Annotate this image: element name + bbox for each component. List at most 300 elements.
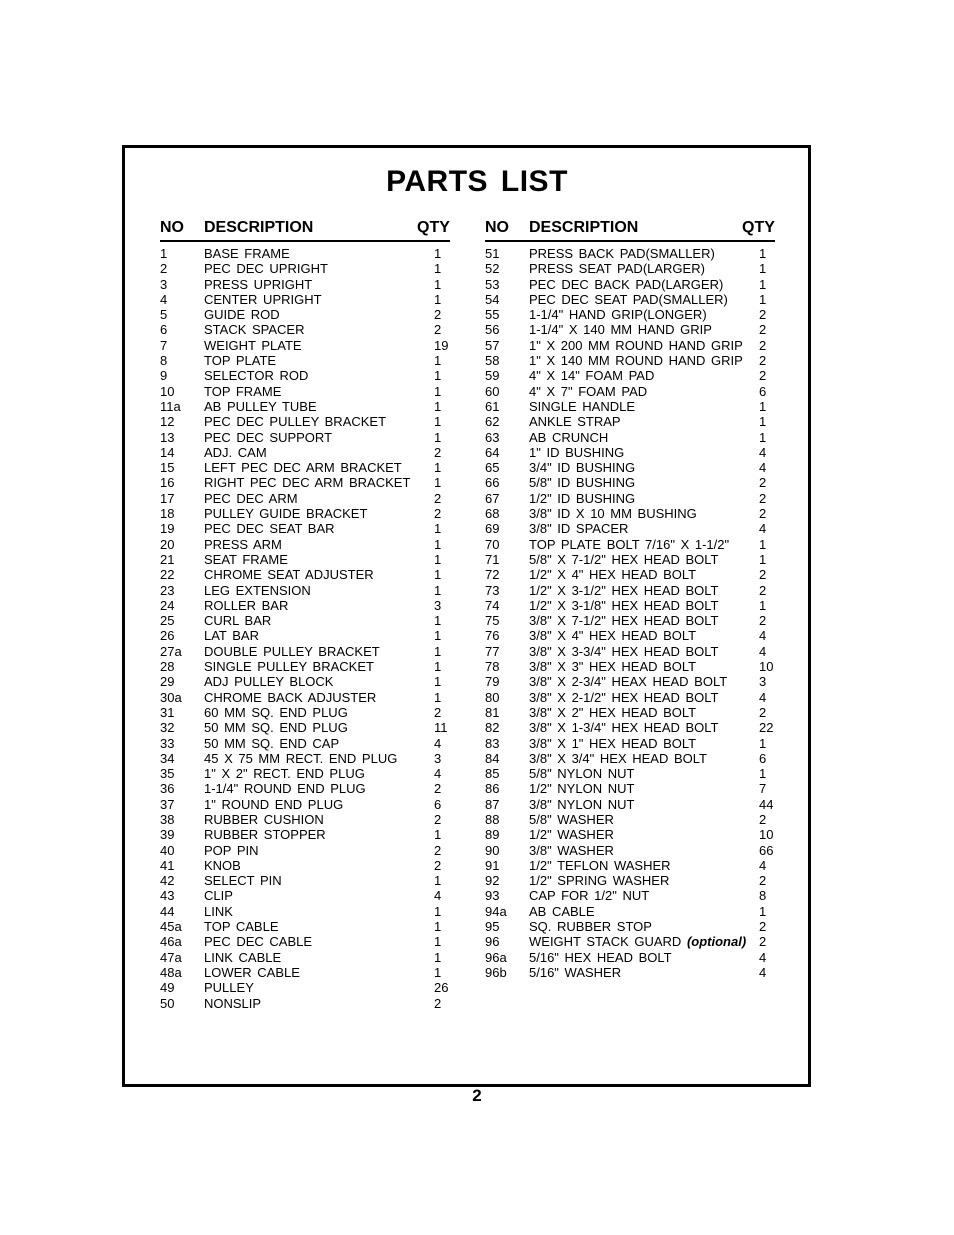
part-quantity: 1	[434, 582, 442, 598]
part-number: 19	[160, 521, 175, 537]
part-quantity: 2	[759, 322, 767, 338]
part-number: 63	[485, 429, 500, 445]
part-description: TOP FRAME	[204, 383, 282, 399]
part-description: 3/8" WASHER	[529, 842, 614, 858]
part-number: 10	[160, 383, 175, 399]
part-description: DOUBLE PULLEY BRACKET	[204, 643, 380, 659]
part-quantity: 2	[434, 781, 442, 797]
part-quantity: 4	[759, 521, 767, 537]
part-number: 6	[160, 322, 168, 338]
part-row	[485, 353, 775, 368]
part-description: ROLLER BAR	[204, 597, 289, 613]
part-quantity: 2	[759, 353, 767, 369]
part-row	[485, 827, 775, 842]
part-description: PRESS SEAT PAD(LARGER)	[529, 261, 705, 277]
part-number: 38	[160, 811, 175, 827]
part-number: 58	[485, 353, 500, 369]
part-number: 96b	[485, 964, 507, 980]
part-row	[160, 399, 450, 414]
part-row	[160, 628, 450, 643]
part-quantity: 1	[434, 934, 442, 950]
part-row	[485, 766, 775, 781]
part-row	[485, 888, 775, 903]
part-quantity: 4	[759, 643, 767, 659]
part-description: AB PULLEY TUBE	[204, 398, 317, 414]
part-description: PEC DEC UPRIGHT	[204, 261, 328, 277]
part-description: 45 X 75 MM RECT. END PLUG	[204, 750, 398, 766]
part-description: 3/8" X 2-1/2" HEX HEAD BOLT	[529, 689, 719, 705]
part-row	[485, 430, 775, 445]
part-row	[485, 950, 775, 965]
part-description: BASE FRAME	[204, 246, 290, 261]
part-quantity: 1	[759, 398, 767, 414]
part-number: 24	[160, 597, 175, 613]
part-row	[160, 843, 450, 858]
part-description: ANKLE STRAP	[529, 414, 621, 430]
part-description: 1" ID BUSHING	[529, 444, 625, 460]
part-quantity: 1	[434, 429, 442, 445]
part-description: SEAT FRAME	[204, 551, 288, 567]
part-quantity: 1	[434, 475, 442, 491]
part-quantity: 4	[434, 766, 442, 782]
part-row	[485, 475, 775, 490]
part-description: 3/8" X 3/4" HEX HEAD BOLT	[529, 750, 707, 766]
part-quantity: 2	[434, 704, 442, 720]
part-row	[160, 567, 450, 582]
part-description: PEC DEC BACK PAD(LARGER)	[529, 276, 724, 292]
part-quantity: 1	[434, 521, 442, 537]
part-quantity: 8	[759, 888, 767, 904]
part-description: 1/2" SPRING WASHER	[529, 873, 670, 889]
part-number: 5	[160, 307, 168, 323]
part-quantity: 4	[434, 888, 442, 904]
part-description: CHROME SEAT ADJUSTER	[204, 567, 374, 583]
part-quantity: 1	[434, 964, 442, 980]
part-quantity: 2	[759, 704, 767, 720]
part-quantity: 2	[759, 506, 767, 522]
part-row	[160, 445, 450, 460]
part-row	[160, 705, 450, 720]
part-quantity: 6	[434, 796, 442, 812]
part-quantity: 1	[434, 291, 442, 307]
part-number: 25	[160, 613, 175, 629]
part-number: 83	[485, 735, 500, 751]
part-quantity: 2	[759, 811, 767, 827]
part-row	[485, 965, 775, 980]
part-description: LAT BAR	[204, 628, 259, 644]
part-row	[160, 812, 450, 827]
part-number: 73	[485, 582, 500, 598]
part-number: 3	[160, 276, 168, 292]
part-description: LOWER CABLE	[204, 964, 300, 980]
part-row	[485, 751, 775, 766]
part-description: SELECT PIN	[204, 873, 282, 889]
part-description: SINGLE HANDLE	[529, 398, 636, 414]
part-description: RUBBER CUSHION	[204, 811, 324, 827]
part-number: 30a	[160, 689, 182, 705]
part-quantity: 1	[434, 368, 442, 384]
part-quantity: 1	[759, 597, 767, 613]
part-number: 86	[485, 781, 500, 797]
part-row	[485, 414, 775, 429]
part-quantity: 1	[434, 613, 442, 629]
part-description-text: WEIGHT STACK GUARD	[529, 934, 682, 950]
part-quantity: 3	[434, 597, 442, 613]
part-description: 1-1/4" ROUND END PLUG	[204, 781, 366, 797]
part-number: 29	[160, 674, 175, 690]
part-row	[485, 521, 775, 536]
part-quantity: 4	[759, 964, 767, 980]
part-quantity: 1	[434, 414, 442, 430]
part-quantity: 10	[759, 659, 774, 675]
part-quantity: 1	[434, 919, 442, 935]
part-row	[485, 445, 775, 460]
part-row	[485, 277, 775, 292]
part-row	[485, 246, 775, 261]
part-number: 27a	[160, 643, 182, 659]
part-row	[485, 583, 775, 598]
part-number: 20	[160, 536, 175, 552]
part-number: 77	[485, 643, 500, 659]
part-row	[160, 781, 450, 796]
part-row	[485, 720, 775, 735]
part-description: CENTER UPRIGHT	[204, 291, 322, 307]
part-row	[160, 307, 450, 322]
part-quantity: 4	[759, 444, 767, 460]
part-description: KNOB	[204, 857, 241, 873]
part-description: TOP CABLE	[204, 919, 279, 935]
part-quantity: 6	[759, 383, 767, 399]
part-quantity: 2	[434, 857, 442, 873]
part-number: 44	[160, 903, 175, 919]
part-description: 3/8" X 7-1/2" HEX HEAD BOLT	[529, 613, 719, 629]
part-number: 55	[485, 307, 500, 323]
part-quantity: 2	[434, 444, 442, 460]
header-description: DESCRIPTION	[204, 219, 314, 236]
part-number: 69	[485, 521, 500, 537]
part-row	[160, 322, 450, 337]
part-quantity: 1	[434, 903, 442, 919]
part-description: SELECTOR ROD	[204, 368, 309, 384]
part-number: 70	[485, 536, 500, 552]
part-description: WEIGHT PLATE	[204, 337, 302, 353]
part-description: 5/16" WASHER	[529, 964, 622, 980]
part-number: 22	[160, 567, 175, 583]
part-row	[485, 399, 775, 414]
part-number: 53	[485, 276, 500, 292]
part-description: 3/8" ID SPACER	[529, 521, 629, 537]
part-description: STACK SPACER	[204, 322, 305, 338]
part-number: 11a	[160, 398, 181, 414]
part-quantity: 4	[759, 949, 767, 965]
part-number: 81	[485, 704, 500, 720]
column-header	[160, 218, 450, 242]
part-number: 32	[160, 720, 175, 736]
part-row	[160, 261, 450, 276]
part-row	[160, 674, 450, 689]
part-quantity: 1	[434, 353, 442, 369]
part-quantity: 44	[759, 796, 774, 812]
part-description: 3/8" X 3-3/4" HEX HEAD BOLT	[529, 643, 719, 659]
part-number: 62	[485, 414, 500, 430]
part-quantity: 2	[759, 337, 767, 353]
part-quantity: 1	[434, 674, 442, 690]
part-quantity: 1	[434, 383, 442, 399]
part-description: 5/16" HEX HEAD BOLT	[529, 949, 672, 965]
part-description: PEC DEC SEAT PAD(SMALLER)	[529, 291, 728, 307]
part-description: TOP PLATE	[204, 353, 277, 369]
part-quantity: 1	[759, 429, 767, 445]
part-quantity: 2	[759, 475, 767, 491]
part-row	[160, 368, 450, 383]
part-quantity: 2	[759, 490, 767, 506]
part-number: 50	[160, 995, 175, 1011]
part-number: 78	[485, 659, 500, 675]
part-description: 1-1/4" HAND GRIP(LONGER)	[529, 307, 707, 323]
part-quantity: 2	[759, 873, 767, 889]
part-quantity: 1	[434, 567, 442, 583]
part-row	[160, 919, 450, 934]
part-row	[485, 338, 775, 353]
part-row	[160, 384, 450, 399]
part-number: 57	[485, 337, 500, 353]
part-number: 12	[160, 414, 175, 430]
part-number: 52	[485, 261, 500, 277]
part-description: 5/8" NYLON NUT	[529, 766, 635, 782]
part-description: AB CABLE	[529, 903, 595, 919]
part-number: 59	[485, 368, 500, 384]
parts-column-right	[485, 218, 775, 980]
part-description: RUBBER STOPPER	[204, 827, 326, 843]
part-number: 9	[160, 368, 168, 384]
part-row	[485, 659, 775, 674]
part-number: 71	[485, 551, 500, 567]
part-description: 1-1/4" X 140 MM HAND GRIP	[529, 322, 712, 338]
part-row	[485, 797, 775, 812]
part-number: 93	[485, 888, 500, 904]
page-number: 2	[472, 1086, 482, 1105]
header-no: NO	[160, 219, 184, 236]
part-description: LEFT PEC DEC ARM BRACKET	[204, 460, 402, 476]
part-quantity: 26	[434, 980, 449, 996]
part-number: 14	[160, 444, 175, 460]
part-description: PEC DEC CABLE	[204, 934, 313, 950]
part-quantity: 1	[759, 551, 767, 567]
part-number: 36	[160, 781, 175, 797]
part-number: 49	[160, 980, 175, 996]
part-number: 65	[485, 460, 500, 476]
part-quantity: 1	[434, 460, 442, 476]
part-number: 89	[485, 827, 500, 843]
part-row	[160, 583, 450, 598]
part-description: 1/2" X 3-1/8" HEX HEAD BOLT	[529, 597, 719, 613]
part-row	[160, 950, 450, 965]
part-row	[160, 996, 450, 1011]
part-number: 61	[485, 398, 500, 414]
part-quantity: 2	[759, 934, 767, 950]
part-row	[160, 904, 450, 919]
part-description: 1/2" X 3-1/2" HEX HEAD BOLT	[529, 582, 719, 598]
part-row	[160, 751, 450, 766]
part-row	[485, 384, 775, 399]
part-row	[160, 460, 450, 475]
part-description: PEC DEC ARM	[204, 490, 298, 506]
part-description: PULLEY GUIDE BRACKET	[204, 506, 368, 522]
part-number: 96	[485, 934, 500, 950]
part-row	[160, 353, 450, 368]
part-quantity: 1	[759, 903, 767, 919]
part-description: 3/8" X 2" HEX HEAD BOLT	[529, 704, 697, 720]
part-number: 41	[160, 857, 175, 873]
part-description: 1" ROUND END PLUG	[204, 796, 344, 812]
part-description: 3/4" ID BUSHING	[529, 460, 636, 476]
part-description: PEC DEC SUPPORT	[204, 429, 333, 445]
part-description: AB CRUNCH	[529, 429, 609, 445]
part-description: 5/8" WASHER	[529, 811, 614, 827]
part-description: 1/2" X 4" HEX HEAD BOLT	[529, 567, 697, 583]
part-description: PRESS BACK PAD(SMALLER)	[529, 246, 715, 261]
part-quantity: 1	[434, 536, 442, 552]
part-number: 95	[485, 919, 500, 935]
part-number: 88	[485, 811, 500, 827]
part-quantity: 2	[434, 995, 442, 1011]
part-number: 21	[160, 551, 175, 567]
part-number: 39	[160, 827, 175, 843]
part-quantity: 1	[434, 949, 442, 965]
part-row	[485, 690, 775, 705]
part-row	[160, 491, 450, 506]
part-row	[485, 919, 775, 934]
part-row	[160, 980, 450, 995]
part-number: 37	[160, 796, 175, 812]
part-description: ADJ PULLEY BLOCK	[204, 674, 334, 690]
header-description: DESCRIPTION	[529, 219, 639, 236]
part-number: 76	[485, 628, 500, 644]
part-description: 3/8" X 3" HEX HEAD BOLT	[529, 659, 697, 675]
part-row	[160, 827, 450, 842]
part-quantity: 4	[759, 628, 767, 644]
part-row	[160, 506, 450, 521]
part-number: 7	[160, 337, 168, 353]
part-description: CURL BAR	[204, 613, 272, 629]
part-row	[485, 644, 775, 659]
part-row	[485, 628, 775, 643]
part-quantity: 1	[759, 536, 767, 552]
part-row	[160, 277, 450, 292]
part-number: 43	[160, 888, 175, 904]
part-quantity: 19	[434, 337, 449, 353]
part-quantity: 1	[434, 398, 442, 414]
part-description: 3/8" X 1" HEX HEAD BOLT	[529, 735, 697, 751]
header-no: NO	[485, 219, 509, 236]
part-number: 82	[485, 720, 500, 736]
part-quantity: 2	[759, 919, 767, 935]
part-description: SQ. RUBBER STOP	[529, 919, 652, 935]
part-quantity: 1	[434, 261, 442, 277]
part-description: 3/8" ID X 10 MM BUSHING	[529, 506, 697, 522]
part-description: 1/2" NYLON NUT	[529, 781, 635, 797]
header-qty: QTY	[417, 219, 450, 236]
part-quantity: 4	[434, 735, 442, 751]
part-row	[160, 475, 450, 490]
part-description: 4" X 7" FOAM PAD	[529, 383, 648, 399]
part-description: LEG EXTENSION	[204, 582, 311, 598]
part-quantity: 2	[759, 582, 767, 598]
part-description: RIGHT PEC DEC ARM BRACKET	[204, 475, 411, 491]
part-description: PULLEY	[204, 980, 254, 996]
part-quantity: 1	[759, 291, 767, 307]
part-number: 96a	[485, 949, 507, 965]
part-description: 1" X 200 MM ROUND HAND GRIP	[529, 337, 743, 353]
part-number: 15	[160, 460, 175, 476]
part-description: 1" X 2" RECT. END PLUG	[204, 766, 365, 782]
part-row	[160, 934, 450, 949]
part-number: 72	[485, 567, 500, 583]
part-number: 1	[160, 246, 168, 261]
part-row	[485, 491, 775, 506]
part-quantity: 2	[434, 490, 442, 506]
part-row	[160, 430, 450, 445]
part-description: 1" X 140 MM ROUND HAND GRIP	[529, 353, 743, 369]
part-number: 74	[485, 597, 500, 613]
part-number: 68	[485, 506, 500, 522]
part-quantity: 1	[434, 659, 442, 675]
header-qty: QTY	[742, 219, 775, 236]
part-note: (optional)	[686, 934, 747, 950]
part-row	[160, 644, 450, 659]
part-quantity: 2	[434, 842, 442, 858]
part-description: PRESS UPRIGHT	[204, 276, 313, 292]
part-number: 60	[485, 383, 500, 399]
part-quantity: 1	[759, 414, 767, 430]
part-description: NONSLIP	[204, 995, 262, 1011]
part-row	[160, 598, 450, 613]
part-row	[485, 858, 775, 873]
part-row	[160, 246, 450, 261]
part-row	[485, 934, 775, 949]
part-description: PRESS ARM	[204, 536, 282, 552]
part-number: 16	[160, 475, 175, 491]
part-quantity: 10	[759, 827, 774, 843]
part-number: 47a	[160, 949, 182, 965]
part-quantity: 2	[759, 368, 767, 384]
part-number: 2	[160, 261, 168, 277]
part-number: 33	[160, 735, 175, 751]
part-description: 60 MM SQ. END PLUG	[204, 704, 348, 720]
part-description: LINK CABLE	[204, 949, 282, 965]
parts-column-left	[160, 218, 450, 1011]
part-description: CAP FOR 1/2" NUT	[529, 888, 650, 904]
part-row	[160, 613, 450, 628]
part-quantity: 2	[434, 811, 442, 827]
part-row	[485, 843, 775, 858]
part-row	[160, 537, 450, 552]
part-row	[485, 674, 775, 689]
part-row	[160, 965, 450, 980]
part-description: CLIP	[204, 888, 233, 904]
part-number: 84	[485, 750, 500, 766]
part-quantity: 1	[434, 643, 442, 659]
part-number: 40	[160, 842, 175, 858]
part-number: 56	[485, 322, 500, 338]
part-description: 4" X 14" FOAM PAD	[529, 368, 655, 384]
part-quantity: 1	[759, 261, 767, 277]
part-row	[485, 322, 775, 337]
part-description: 5/8" X 7-1/2" HEX HEAD BOLT	[529, 551, 719, 567]
part-number: 23	[160, 582, 175, 598]
part-row	[160, 338, 450, 353]
part-row	[485, 812, 775, 827]
